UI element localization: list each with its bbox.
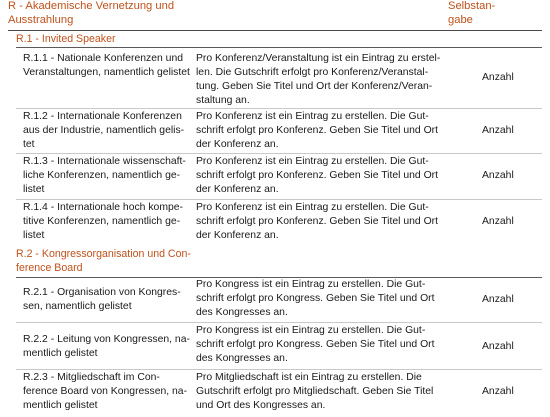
- criterion-label-line: listet: [23, 230, 45, 241]
- row-divider: [16, 369, 542, 370]
- criterion-description-line: schrift erfolgt pro Kongress. Geben Sie Titel und Ort: [196, 339, 435, 350]
- criterion-label-line: R.2.3 - Mitgliedschaft im Con-: [23, 372, 160, 383]
- self-report-header: [448, 0, 508, 27]
- count-field[interactable]: Anzahl: [482, 170, 514, 181]
- criterion-description-line: len. Die Gutschrift erfolgt pro Konferenz/Veranstal-: [196, 67, 429, 78]
- self-report-header-line: gabe: [448, 14, 473, 26]
- criterion-description-line: Gutschrift erfolgt pro Mitgliedschaft. Geben Sie Titel: [196, 386, 434, 397]
- criterion-description-line: und Ort des Kongresses an.: [196, 400, 326, 411]
- section-divider: [16, 47, 542, 48]
- criterion-description-line: der Konferenz an.: [196, 139, 279, 150]
- criterion-label-line: sen, namentlich gelistet: [23, 301, 132, 312]
- table-title: [8, 0, 308, 27]
- criterion-label-line: Veranstaltungen, namentlich gelistet: [23, 67, 190, 78]
- criterion-description-line: des Kongresses an.: [196, 353, 288, 364]
- criterion-description-line: schrift erfolgt pro Kongress. Geben Sie Titel und Ort: [196, 293, 435, 304]
- criterion-label: [23, 110, 193, 152]
- table-title-line: Ausstrahlung: [8, 14, 74, 26]
- criterion-label: [23, 371, 193, 413]
- count-field[interactable]: Anzahl: [482, 216, 514, 227]
- criterion-description-line: schrift erfolgt pro Konferenz. Geben Sie Titel und Ort: [196, 125, 438, 136]
- criterion-label: [23, 201, 193, 243]
- criterion-label-line: R.2.1 - Organisation von Kongres-: [23, 287, 181, 298]
- criterion-description-line: Pro Kongress ist ein Eintrag zu erstellen. Die Gut-: [196, 279, 426, 290]
- criterion-label: [23, 155, 193, 197]
- count-field[interactable]: Anzahl: [482, 72, 514, 83]
- criterion-description-line: der Konferenz an.: [196, 184, 279, 195]
- criterion-description: [196, 155, 446, 197]
- criterion-description: [196, 201, 446, 243]
- count-field[interactable]: Anzahl: [482, 386, 514, 397]
- criterion-description-line: Pro Kongress ist ein Eintrag zu erstellen. Die Gut-: [196, 325, 426, 336]
- count-field[interactable]: Anzahl: [482, 341, 514, 352]
- criterion-description: [196, 52, 446, 108]
- header-divider: [8, 30, 542, 31]
- criterion-description: [196, 278, 446, 320]
- table-title-line: R - Akademische Vernetzung und: [8, 0, 175, 12]
- criterion-description-line: tung. Geben Sie Titel und Ort der Konferenz/Veran-: [196, 81, 433, 92]
- self-report-header-line: Selbstan-: [448, 0, 496, 12]
- criterion-description-line: Pro Konferenz ist ein Eintrag zu erstellen. Die Gut-: [196, 111, 429, 122]
- criterion-label: [23, 52, 193, 80]
- criterion-label-line: mentlich gelistet: [23, 348, 98, 359]
- criterion-description-line: Pro Konferenz ist ein Eintrag zu erstellen. Die Gut-: [196, 156, 429, 167]
- criterion-label-line: listet: [23, 184, 45, 195]
- criterion-label-line: R.2.2 - Leitung von Kongressen, na-: [23, 334, 190, 345]
- criterion-label: [23, 333, 193, 361]
- section-heading-r1: R.1 - Invited Speaker: [16, 33, 116, 45]
- criterion-label-line: mentlich gelistet: [23, 400, 98, 411]
- criterion-description-line: Pro Konferenz ist ein Eintrag zu erstellen. Die Gut-: [196, 202, 429, 213]
- criterion-label-line: R.1.2 - Internationale Konferenzen: [23, 111, 182, 122]
- criterion-label-line: R.1.1 - Nationale Konferenzen und: [23, 53, 184, 64]
- criterion-label-line: tet: [23, 139, 35, 150]
- row-divider: [16, 153, 542, 154]
- criterion-label-line: titive Konferenzen, namentlich ge-: [23, 216, 181, 227]
- criterion-label-line: ference Board von Kongressen, na-: [23, 386, 188, 397]
- criterion-description-line: Pro Konferenz/Veranstaltung ist ein Eintrag zu erstel-: [196, 53, 441, 64]
- criterion-description: [196, 110, 446, 152]
- criterion-description-line: staltung an.: [196, 95, 250, 106]
- row-divider: [16, 199, 542, 200]
- criterion-label-line: R.1.4 - Internationale hoch kompe-: [23, 202, 183, 213]
- criterion-description-line: schrift erfolgt pro Konferenz. Geben Sie Titel und Ort: [196, 216, 438, 227]
- criterion-label-line: aus der Industrie, namentlich gelis-: [23, 125, 185, 136]
- section-heading-line: R.2 - Kongressorganisation und Con-: [16, 248, 191, 260]
- criterion-description-line: des Kongresses an.: [196, 307, 288, 318]
- section-heading-line: ference Board: [16, 262, 83, 274]
- count-field[interactable]: Anzahl: [482, 125, 514, 136]
- row-divider: [16, 108, 542, 109]
- count-field[interactable]: Anzahl: [482, 294, 514, 305]
- row-divider: [16, 322, 542, 323]
- section-heading-r2: [16, 247, 201, 275]
- criterion-label-line: R.1.3 - Internationale wissenschaft-: [23, 156, 186, 167]
- criterion-label: [23, 286, 193, 314]
- criterion-description: [196, 324, 446, 366]
- criterion-label-line: liche Konferenzen, namentlich ge-: [23, 170, 181, 181]
- criterion-description-line: Pro Mitgliedschaft ist ein Eintrag zu erstellen. Die: [196, 372, 422, 383]
- criterion-description: [196, 371, 446, 413]
- criterion-description-line: schrift erfolgt pro Konferenz. Geben Sie Titel und Ort: [196, 170, 438, 181]
- criterion-description-line: der Konferenz an.: [196, 230, 279, 241]
